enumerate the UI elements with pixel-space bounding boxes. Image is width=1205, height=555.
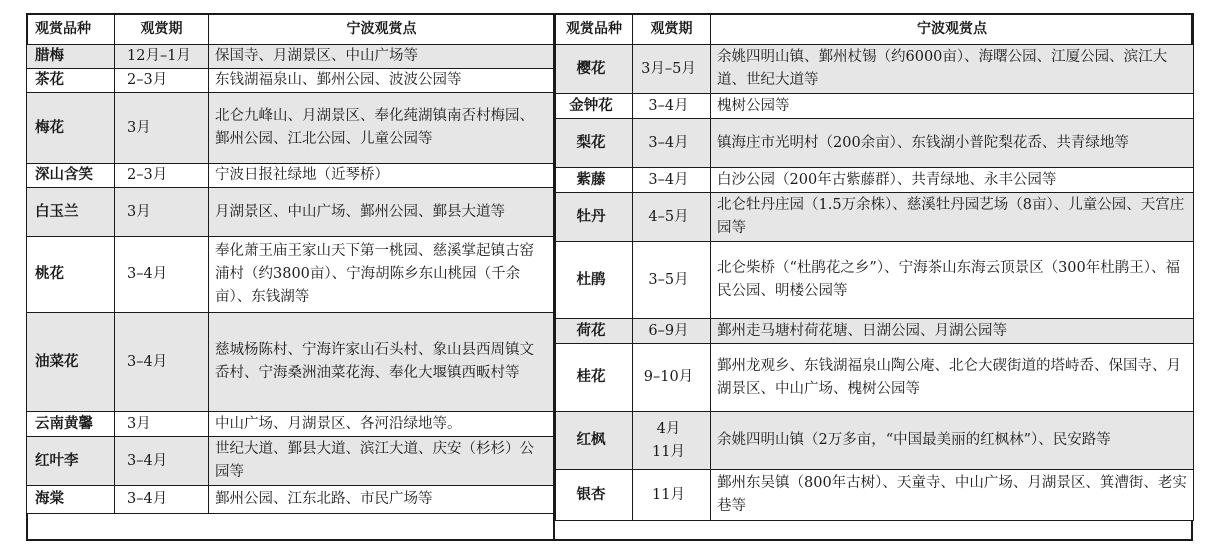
table-row [556, 470, 1194, 521]
period-cell: 3月 [115, 188, 209, 237]
header-places: 宁波观赏点 [711, 14, 1194, 45]
header-places: 宁波观赏点 [209, 14, 555, 45]
table-row [556, 412, 1194, 470]
table-row [27, 437, 555, 486]
header-row [556, 14, 1194, 45]
places-cell: 保国寺、月湖景区、中山广场等 [209, 45, 555, 69]
period-cell: 2–3月 [115, 69, 209, 93]
period-cell: 3–4月 [115, 486, 209, 514]
variety-cell: 荷花 [556, 319, 633, 344]
period-cell: 12月–1月 [115, 45, 209, 69]
period-cell: 3–4月 [633, 168, 711, 193]
period-cell: 3月 [115, 412, 209, 437]
table-row [27, 237, 555, 313]
places-cell: 鄞州龙观乡、东钱湖福泉山陶公庵、北仑大碶街道的塔峙岙、保国寺、月湖景区、中山广场、槐树公园等 [711, 344, 1194, 412]
right-table [555, 13, 1194, 521]
places-cell: 奉化萧王庙王家山天下第一桃园、慈溪掌起镇古窑浦村（约3800亩）、宁海胡陈乡东山桃园（千余亩）、东钱湖等 [209, 237, 555, 313]
places-cell: 余姚四明山镇（2万多亩，“中国最美丽的红枫林”）、民安路等 [711, 412, 1194, 470]
header-variety: 观赏品种 [556, 14, 633, 45]
right-table-wrapper [555, 13, 1194, 521]
table-row [556, 319, 1194, 344]
variety-cell: 梅花 [27, 93, 115, 164]
period-cell: 4–5月 [633, 193, 711, 242]
places-cell: 北仑九峰山、月湖景区、奉化莼湖镇南否村梅园、鄞州公园、江北公园、儿童公园等 [209, 93, 555, 164]
variety-cell: 樱花 [556, 45, 633, 94]
table-row [27, 69, 555, 93]
variety-cell: 金钟花 [556, 94, 633, 119]
places-cell: 月湖景区、中山广场、鄞州公园、鄞县大道等 [209, 188, 555, 237]
period-cell: 3–4月 [633, 94, 711, 119]
table-row [27, 486, 555, 514]
header-period: 观赏期 [633, 14, 711, 45]
variety-cell: 红叶李 [27, 437, 115, 486]
places-cell: 鄞州公园、江东北路、市民广场等 [209, 486, 555, 514]
places-cell: 北仑柴桥（“杜鹃花之乡”）、宁海茶山东海云顶景区（300年杜鹃王）、福民公园、明楼公园等 [711, 242, 1194, 319]
places-cell: 北仑牡丹庄园（1.5万余株）、慈溪牡丹园艺场（8亩）、儿童公园、天宫庄园等 [711, 193, 1194, 242]
places-cell: 东钱湖福泉山、鄞州公园、波波公园等 [209, 69, 555, 93]
left-table [26, 13, 555, 514]
places-cell: 中山广场、月湖景区、各河沿绿地等。 [209, 412, 555, 437]
table-row [27, 45, 555, 69]
period-cell: 3–4月 [115, 313, 209, 412]
table-row [556, 344, 1194, 412]
places-cell: 宁波日报社绿地（近琴桥） [209, 164, 555, 188]
variety-cell: 桃花 [27, 237, 115, 313]
variety-cell: 白玉兰 [27, 188, 115, 237]
period-cell: 3–4月 [633, 119, 711, 168]
header-variety: 观赏品种 [27, 14, 115, 45]
left-table-wrapper [26, 13, 555, 514]
table-row [556, 94, 1194, 119]
variety-cell: 腊梅 [27, 45, 115, 69]
places-cell: 镇海庄市光明村（200余亩）、东钱湖小普陀梨花岙、共青绿地等 [711, 119, 1194, 168]
table-row [556, 193, 1194, 242]
period-cell: 2–3月 [115, 164, 209, 188]
variety-cell: 深山含笑 [27, 164, 115, 188]
variety-cell: 牡丹 [556, 193, 633, 242]
period-cell: 3–5月 [633, 242, 711, 319]
variety-cell: 紫藤 [556, 168, 633, 193]
table-row [27, 164, 555, 188]
period-cell: 6–9月 [633, 319, 711, 344]
variety-cell: 红枫 [556, 412, 633, 470]
table-row [556, 119, 1194, 168]
places-cell: 鄞州走马塘村荷花塘、日湖公园、月湖公园等 [711, 319, 1194, 344]
period-line: 4月 [656, 420, 681, 437]
header-row [27, 14, 555, 45]
variety-cell: 云南黄馨 [27, 412, 115, 437]
table-row [556, 242, 1194, 319]
period-line: 11月 [652, 443, 685, 460]
period-cell [633, 412, 711, 470]
variety-cell: 梨花 [556, 119, 633, 168]
table-row [27, 188, 555, 237]
places-cell: 世纪大道、鄞县大道、滨江大道、庆安（杉杉）公园等 [209, 437, 555, 486]
places-cell: 白沙公园（200年古紫藤群）、共青绿地、永丰公园等 [711, 168, 1194, 193]
period-cell: 9–10月 [633, 344, 711, 412]
places-cell: 慈城杨陈村、宁海许家山石头村、象山县西周镇文岙村、宁海桑洲油菜花海、奉化大堰镇西畈村等 [209, 313, 555, 412]
period-cell: 3月 [115, 93, 209, 164]
table-row [27, 93, 555, 164]
variety-cell: 海棠 [27, 486, 115, 514]
table-row [556, 45, 1194, 94]
period-cell: 3月–5月 [633, 45, 711, 94]
places-cell: 鄞州东吴镇（800年古树）、天童寺、中山广场、月湖景区、箕漕街、老实巷等 [711, 470, 1194, 521]
period-cell: 3–4月 [115, 437, 209, 486]
variety-cell: 银杏 [556, 470, 633, 521]
table-row [556, 168, 1194, 193]
variety-cell: 茶花 [27, 69, 115, 93]
places-cell: 余姚四明山镇、鄞州杖锡（约6000亩）、海曙公园、江厦公园、滨江大道、世纪大道等 [711, 45, 1194, 94]
period-cell: 11月 [633, 470, 711, 521]
period-cell: 3–4月 [115, 237, 209, 313]
variety-cell: 油菜花 [27, 313, 115, 412]
table-row [27, 412, 555, 437]
header-period: 观赏期 [115, 14, 209, 45]
variety-cell: 桂花 [556, 344, 633, 412]
places-cell: 槐树公园等 [711, 94, 1194, 119]
table-row [27, 313, 555, 412]
variety-cell: 杜鹃 [556, 242, 633, 319]
